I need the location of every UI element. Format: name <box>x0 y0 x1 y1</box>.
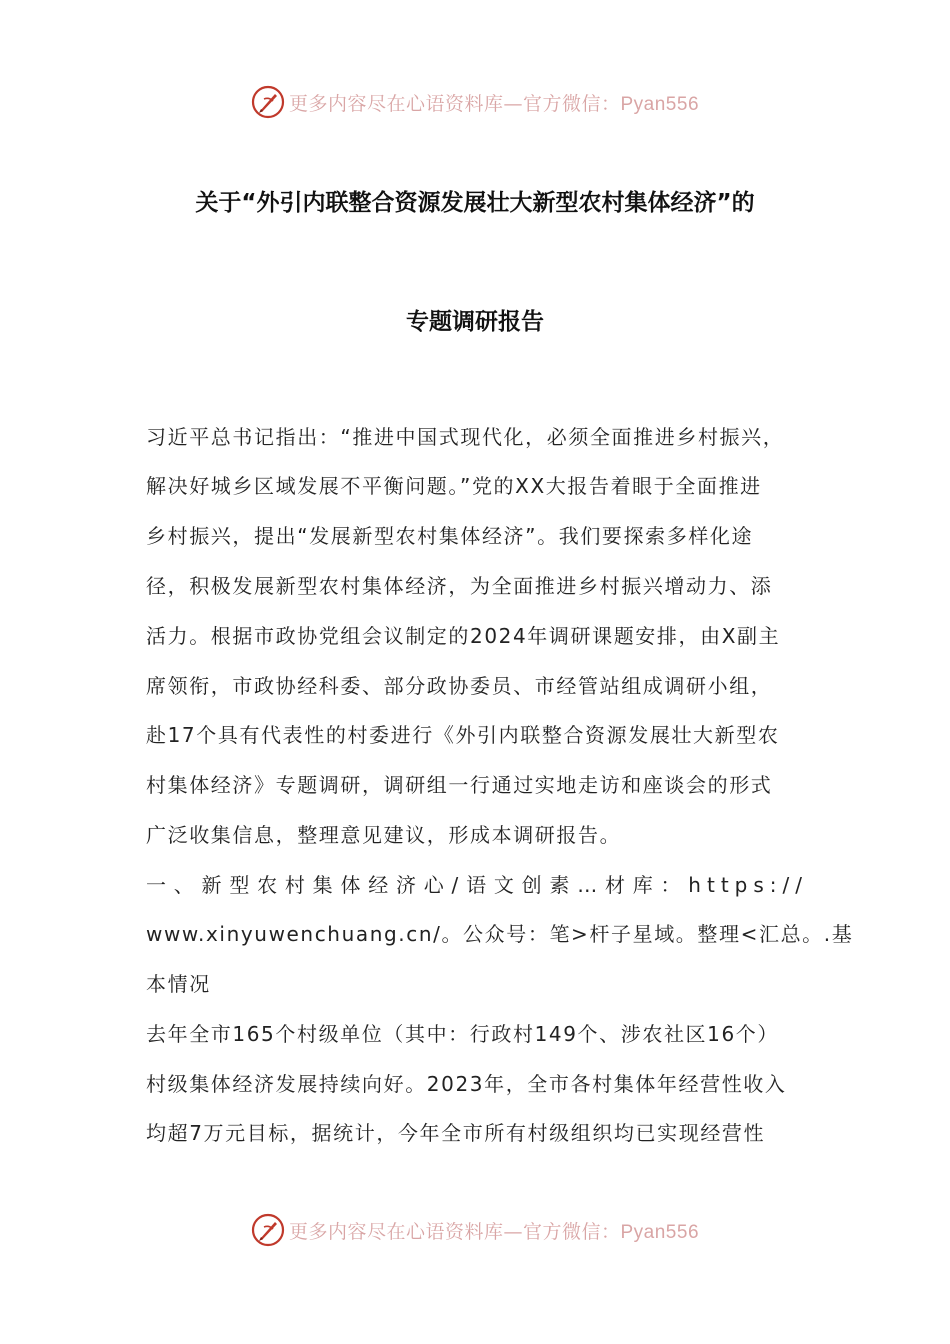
paragraph-line: 乡村振兴，提出“发展新型农村集体经济”。我们要探索多样化途 <box>146 524 754 548</box>
paragraph-line: 本情况 <box>146 972 211 996</box>
header-watermark-banner <box>0 82 950 122</box>
quill-logo-icon <box>251 85 285 119</box>
watermark-group <box>251 1213 699 1247</box>
paragraph-line: 村级集体经济发展持续向好。2023年，全市各村集体年经营性收入 <box>146 1072 787 1096</box>
paragraph-line: 去年全市165个村级单位（其中：行政村149个、涉农社区16个） <box>146 1022 779 1046</box>
paragraph-line: 均超7万元目标，据统计，今年全市所有村级组织均已实现经营性 <box>146 1121 766 1145</box>
paragraph-line: 解决好城乡区域发展不平衡问题。”党的XX大报告着眼于全面推进 <box>146 474 762 498</box>
watermark-group <box>251 85 699 119</box>
paragraph-line: 席领衔，市政协经科委、部分政协委员、市经管站组成调研小组， <box>146 674 773 698</box>
document-title-line-2: 专题调研报告 <box>406 309 544 335</box>
paragraph-line: 径，积极发展新型农村集体经济，为全面推进乡村振兴增动力、添 <box>146 574 773 598</box>
watermark-text <box>289 89 699 116</box>
watermark-text <box>289 1217 699 1244</box>
paragraph-line: 广泛收集信息，整理意见建议，形成本调研报告。 <box>146 823 622 847</box>
watermark-label: 更多内容尽在心语资料库—官方微信： <box>288 92 621 115</box>
section-heading-line: 一、新型农村集体经济心/语文创素…材库：https:// <box>146 873 808 897</box>
quill-logo-icon <box>251 1213 285 1247</box>
wechat-id: Pyan556 <box>620 93 700 115</box>
paragraph-line: www.xinyuwenchuang.cn/。公众号：笔>杆子星域。整理<汇总。.基 <box>146 922 854 946</box>
footer-watermark-banner <box>0 1210 950 1250</box>
paragraph-line: 村集体经济》专题调研，调研组一行通过实地走访和座谈会的形式 <box>146 773 773 797</box>
wechat-id: Pyan556 <box>620 1221 700 1243</box>
paragraph-line: 赴17个具有代表性的村委进行《外引内联整合资源发展壮大新型农 <box>146 723 780 747</box>
watermark-label: 更多内容尽在心语资料库—官方微信： <box>288 1220 621 1243</box>
document-title-line-1: 关于“外引内联整合资源发展壮大新型农村集体经济”的 <box>195 190 755 216</box>
paragraph-line: 活力。根据市政协党组会议制定的2024年调研课题安排，由X副主 <box>146 624 781 648</box>
paragraph-line: 习近平总书记指出：“推进中国式现代化，必须全面推进乡村振兴， <box>146 425 785 449</box>
